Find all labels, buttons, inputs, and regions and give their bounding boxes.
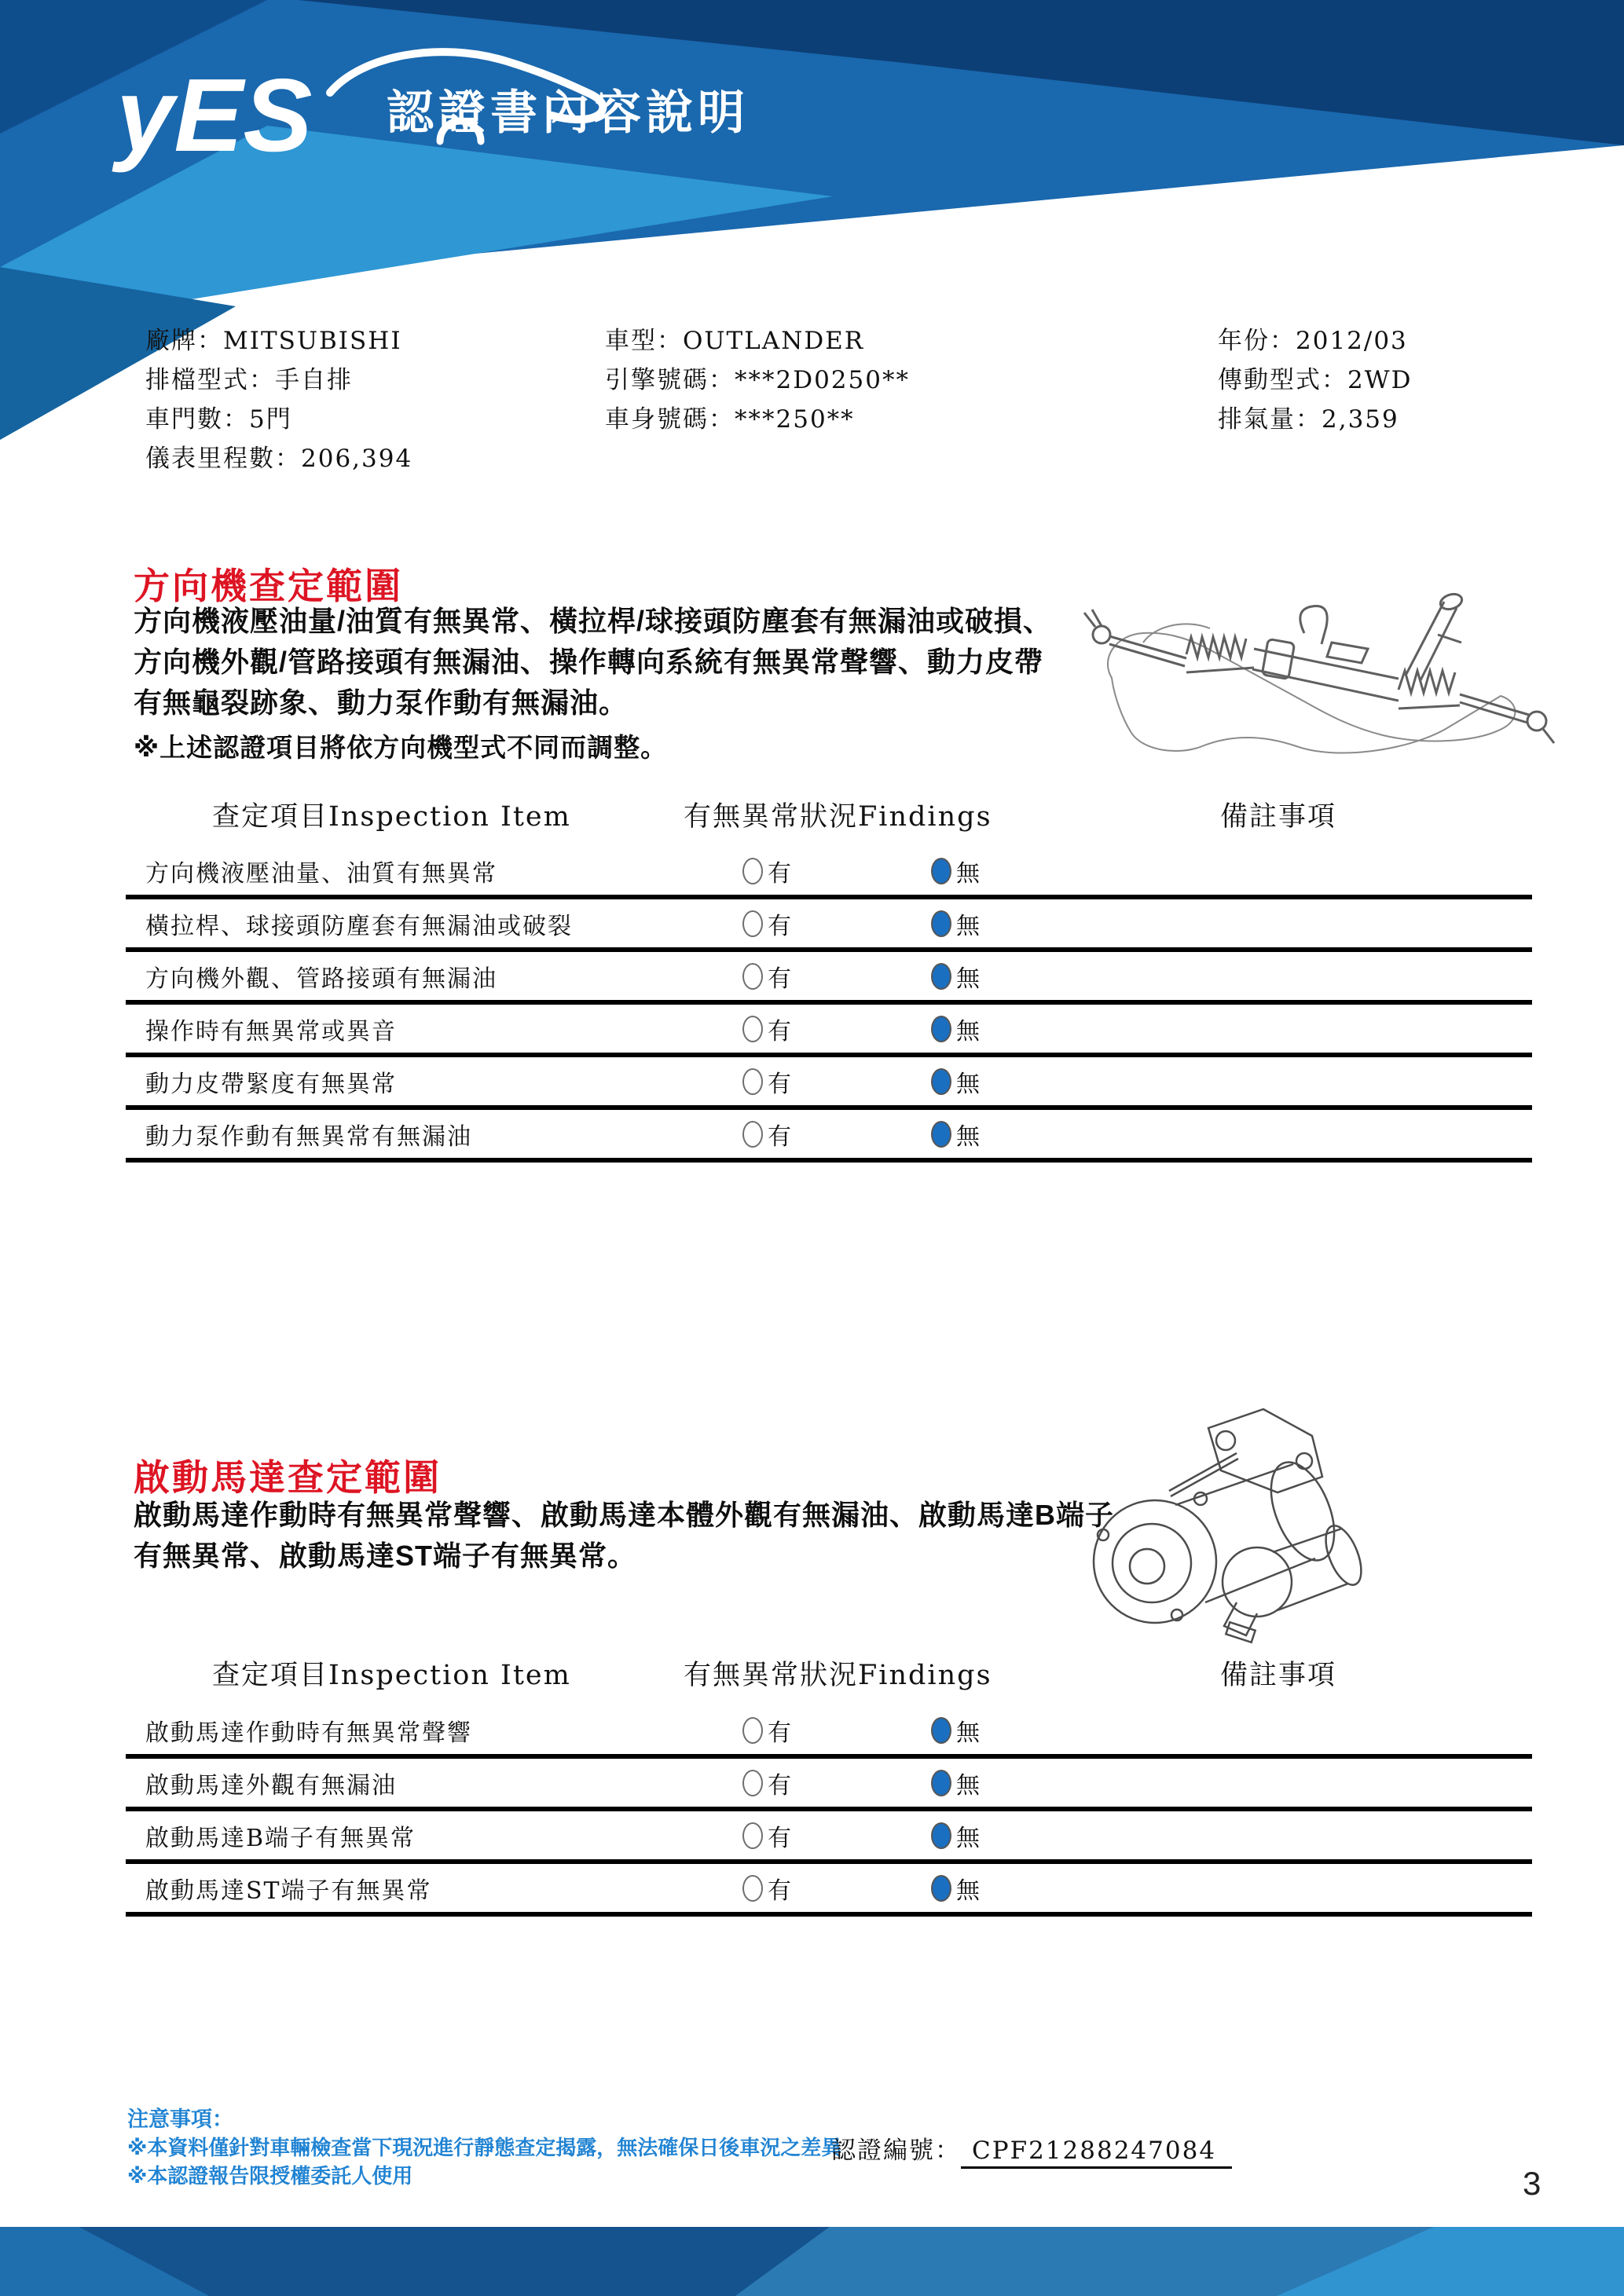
inspection-item-label: 操作時有無異常或異音: [145, 1017, 397, 1045]
inspection-item-label: 啟動馬達作動時有無異常聲響: [145, 1719, 472, 1747]
inspection-item-label: 啟動馬達ST端子有無異常: [145, 1877, 432, 1905]
radio-no-label: 無: [956, 1771, 981, 1800]
inspection-item-label: 方向機液壓油量、油質有無異常: [145, 859, 497, 888]
radio-no-label: 無: [956, 1017, 981, 1045]
certification-number: [831, 2130, 1232, 2166]
table-row: [126, 1811, 1532, 1864]
svg-text:yES: yES: [116, 57, 313, 173]
footer-banner: [0, 2227, 1624, 2296]
table-row: [126, 1005, 1532, 1057]
radio-no-label: 無: [956, 912, 981, 940]
table-row: [126, 952, 1532, 1005]
inspection-item-label: 動力皮帶緊度有無異常: [145, 1070, 397, 1098]
table2-header-remarks: 備註事項: [1220, 1660, 1337, 1691]
radio-no-label: 無: [956, 1122, 981, 1151]
radio-no-label: 無: [956, 1719, 981, 1747]
radio-no-selected[interactable]: [931, 1717, 951, 1744]
steering-inspection-table: [126, 847, 1532, 1163]
page-number: 3: [1523, 2165, 1542, 2202]
inspection-item-label: 啟動馬達B端子有無異常: [145, 1824, 416, 1852]
radio-no-selected[interactable]: [931, 1822, 951, 1849]
info-drive-type: 傳動型式：2WD: [1218, 366, 1413, 394]
note-line-2: ※本認證報告限授權委託人使用: [127, 2164, 413, 2188]
info-brand: 廠牌：MITSUBISHI: [145, 327, 402, 355]
table-row: [126, 899, 1532, 952]
info-body-no: 車身號碼：***250**: [605, 405, 855, 434]
table1-header-remarks: 備註事項: [1220, 801, 1337, 833]
radio-yes[interactable]: [742, 1717, 763, 1744]
certification-label: 認證編號：: [831, 2137, 961, 2165]
section-steering-title: 方向機查定範圍: [134, 566, 403, 606]
info-displacement: 排氣量：2,359: [1218, 405, 1399, 434]
table-row: [126, 847, 1532, 899]
radio-no-selected[interactable]: [931, 963, 951, 990]
table-row: [126, 1057, 1532, 1110]
info-model: 車型：OUTLANDER: [605, 327, 865, 355]
starter-motor-illustration: [1083, 1404, 1381, 1648]
radio-yes-label: 有: [768, 1877, 792, 1905]
radio-no-label: 無: [956, 859, 981, 888]
radio-no-label: 無: [956, 1877, 981, 1905]
info-mileage: 儀表里程數：206,394: [145, 445, 413, 473]
table1-header-item: 查定項目Inspection Item: [212, 801, 571, 833]
inspection-item-label: 啟動馬達外觀有無漏油: [145, 1771, 397, 1800]
radio-yes-label: 有: [768, 859, 792, 888]
certification-value: CPF21288247084: [961, 2137, 1232, 2169]
section-steering-note: ※上述認證項目將依方向機型式不同而調整。: [134, 733, 668, 762]
radio-no-selected[interactable]: [931, 1121, 951, 1148]
radio-yes[interactable]: [742, 910, 763, 937]
section-steering-description: 方向機液壓油量/油質有無異常、橫拉桿/球接頭防塵套有無漏油或破損、 方向機外觀/管路接頭有無漏油、操作轉向系統有無異常聲響、動力皮帶 有無龜裂跡象、動力泵作動有無漏油。: [134, 605, 1053, 719]
radio-yes[interactable]: [742, 1770, 763, 1796]
table-row: [126, 1864, 1532, 1917]
radio-no-selected[interactable]: [931, 910, 951, 937]
radio-no-selected[interactable]: [931, 1068, 951, 1095]
inspection-item-label: 方向機外觀、管路接頭有無漏油: [145, 965, 497, 993]
info-transmission-type: 排檔型式：手自排: [145, 366, 353, 394]
radio-no-label: 無: [956, 1824, 981, 1852]
table2-header-item: 查定項目Inspection Item: [212, 1660, 571, 1691]
radio-no-selected[interactable]: [931, 1875, 951, 1902]
table-row: [126, 1706, 1532, 1759]
radio-yes-label: 有: [768, 1719, 792, 1747]
radio-yes[interactable]: [742, 963, 763, 990]
inspection-item-label: 動力泵作動有無異常有無漏油: [145, 1122, 472, 1151]
info-year: 年份：2012/03: [1218, 327, 1408, 355]
radio-yes[interactable]: [742, 1068, 763, 1095]
radio-yes-label: 有: [768, 1122, 792, 1151]
inspection-item-label: 橫拉桿、球接頭防塵套有無漏油或破裂: [145, 912, 573, 940]
radio-yes[interactable]: [742, 858, 763, 884]
table-row: [126, 1110, 1532, 1163]
table2-header-findings: 有無異常狀況Findings: [684, 1660, 992, 1691]
radio-yes-label: 有: [768, 912, 792, 940]
radio-no-selected[interactable]: [931, 1016, 951, 1042]
radio-yes[interactable]: [742, 1875, 763, 1902]
notes-title: 注意事項：: [127, 2107, 233, 2131]
radio-no-label: 無: [956, 965, 981, 993]
page-title: 認證書內容說明: [387, 86, 750, 139]
section-starter-title: 啟動馬達查定範圍: [134, 1457, 442, 1498]
table1-header-findings: 有無異常狀況Findings: [684, 801, 992, 833]
radio-yes[interactable]: [742, 1121, 763, 1148]
radio-yes-label: 有: [768, 1070, 792, 1098]
section-starter-description: 啟動馬達作動時有無異常聲響、啟動馬達本體外觀有無漏油、啟動馬達B端子 有無異常、啟動馬達ST端子有無異常。: [134, 1499, 1114, 1572]
radio-no-selected[interactable]: [931, 858, 951, 884]
info-engine-no: 引擎號碼：***2D0250**: [605, 366, 910, 394]
radio-yes-label: 有: [768, 1771, 792, 1800]
radio-no-selected[interactable]: [931, 1770, 951, 1796]
starter-inspection-table: [126, 1706, 1532, 1917]
radio-yes-label: 有: [768, 1824, 792, 1852]
radio-yes[interactable]: [742, 1016, 763, 1042]
steering-rack-illustration: [1069, 540, 1571, 784]
note-line-1: ※本資料僅針對車輛檢查當下現況進行靜態查定揭露，無法確保日後車況之差異: [127, 2136, 842, 2159]
radio-yes-label: 有: [768, 965, 792, 993]
info-doors: 車門數：5門: [145, 405, 292, 434]
radio-yes[interactable]: [742, 1822, 763, 1849]
table-row: [126, 1759, 1532, 1811]
radio-yes-label: 有: [768, 1017, 792, 1045]
radio-no-label: 無: [956, 1070, 981, 1098]
